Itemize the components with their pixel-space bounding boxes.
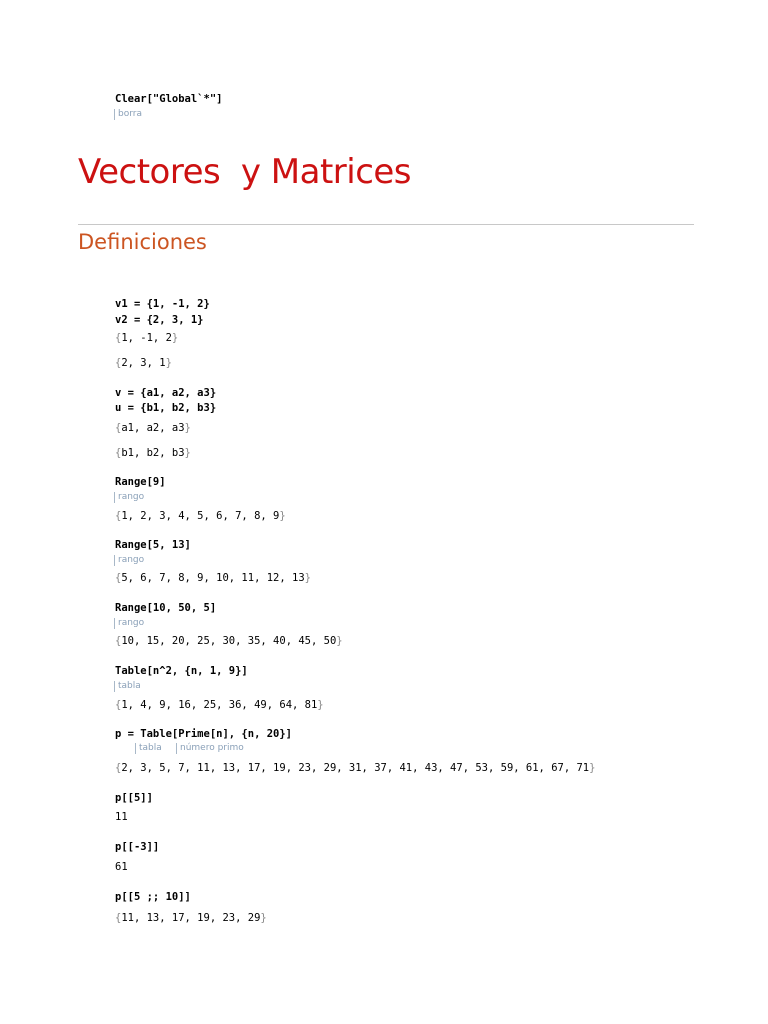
part1-output: 11	[115, 811, 128, 823]
v-output: {a1, a2, a3}	[115, 422, 191, 434]
u-output: {b1, b2, b3}	[115, 447, 191, 459]
table1-input[interactable]: Table[n^2, {n, 1, 9}]	[115, 665, 248, 677]
range1-hint: rango	[114, 492, 144, 503]
v1-input[interactable]: v1 = {1, -1, 2}	[115, 298, 210, 310]
table2-hint-primo: número primo	[176, 743, 244, 754]
part2-input[interactable]: p[[-3]]	[115, 841, 160, 853]
range1-input[interactable]: Range[9]	[115, 476, 166, 488]
part3-input[interactable]: p[[5 ;; 10]]	[115, 891, 191, 903]
range3-input[interactable]: Range[10, 50, 5]	[115, 602, 217, 614]
v1-output: {1, -1, 2}	[115, 332, 179, 344]
part1-input[interactable]: p[[5]]	[115, 792, 153, 804]
table2-input[interactable]: p = Table[Prime[n], {n, 20}]	[115, 728, 293, 740]
u-input[interactable]: u = {b1, b2, b3}	[115, 402, 217, 414]
page-title: Vectores y Matrices	[78, 152, 412, 192]
part2-output: 61	[115, 861, 128, 873]
table1-output: {1, 4, 9, 16, 25, 36, 49, 64, 81}	[115, 699, 324, 711]
v-input[interactable]: v = {a1, a2, a3}	[115, 387, 217, 399]
range3-hint: rango	[114, 618, 144, 629]
v2-input[interactable]: v2 = {2, 3, 1}	[115, 314, 204, 326]
range2-output: {5, 6, 7, 8, 9, 10, 11, 12, 13}	[115, 572, 311, 584]
table2-hint-tabla: tabla	[135, 743, 162, 754]
part3-output: {11, 13, 17, 19, 23, 29}	[115, 912, 267, 924]
range1-output: {1, 2, 3, 4, 5, 6, 7, 8, 9}	[115, 510, 286, 522]
table1-hint: tabla	[114, 681, 141, 692]
v2-output: {2, 3, 1}	[115, 357, 172, 369]
range3-output: {10, 15, 20, 25, 30, 35, 40, 45, 50}	[115, 635, 343, 647]
range2-hint: rango	[114, 555, 144, 566]
section-heading: Definiciones	[78, 230, 207, 254]
clear-input[interactable]: Clear["Global`*"]	[115, 93, 223, 105]
clear-hint: borra	[114, 109, 142, 120]
table2-output: {2, 3, 5, 7, 11, 13, 17, 19, 23, 29, 31, 37, 41, 43, 47, 53, 59, 61, 67, 71}	[115, 762, 596, 774]
range2-input[interactable]: Range[5, 13]	[115, 539, 191, 551]
title-divider	[78, 224, 694, 225]
